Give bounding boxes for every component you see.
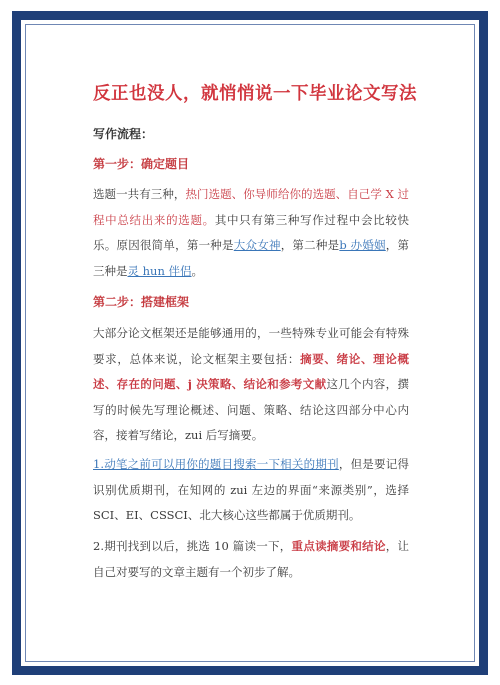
- page-title: 反正也没人，就悄悄说一下毕业论文写法: [93, 84, 417, 104]
- link-soulmate[interactable]: 灵 hun 伴侣: [127, 263, 192, 278]
- item2-highlight: 重点读摘要和结论: [291, 539, 386, 553]
- step1-highlight: 热门选题、你导师给你的选题、自己学 X 过程中总结出来的选题。: [93, 187, 410, 227]
- item2-text-a: 2.期刊找到以后，挑选 10 篇读一下，: [93, 539, 292, 553]
- step2-paragraph: [93, 321, 409, 449]
- step2-text-c: 这几个内容，撰写的时候先写理论概述、问题、策略、结论这四部分中心内容，接着写绪论，zui 后写摘要。: [93, 377, 409, 442]
- step1-text-e: ，第三种是: [93, 238, 410, 278]
- step1-text-d: ，第二种是: [280, 238, 340, 252]
- section-label: 写作流程：: [93, 127, 154, 141]
- link-search-journals[interactable]: 1.动笔之前可以用你的题目搜索一下相关的期刊: [93, 457, 339, 471]
- item1-paragraph: [93, 452, 409, 529]
- item2-text-c: ，让自己对要写的文章主题有一个初步了解。: [93, 539, 410, 579]
- item2-paragraph: [93, 534, 409, 585]
- item1-text: ，但是要记得识别优质期刊，在知网的 zui 左边的界面“来源类别”，选择 SCI、EI、CSSCI、北大核心这些都属于优质期刊。: [93, 457, 409, 522]
- step2-text-a: 大部分论文框架还是能够通用的，一些特殊专业可能会有特殊要求，总体来说，论文框架主要包括：: [93, 326, 409, 366]
- step2-heading: 第二步：搭建框架: [93, 295, 190, 309]
- step2-highlight: 摘要、绪论、理论概述、存在的问题、j 决策略、结论和参考文献: [93, 351, 410, 391]
- step1-text-c: 其中只有第三种写作过程中会比较快乐。原因很简单，第一种是: [93, 212, 410, 252]
- step1-text-a: 选题一共有三种，: [93, 187, 186, 201]
- step1-paragraph: [93, 182, 409, 284]
- step1-text-f: 。: [191, 263, 204, 278]
- link-popular-goddess[interactable]: 大众女神: [233, 238, 281, 252]
- link-arranged-marriage[interactable]: b 办婚姻: [339, 238, 386, 252]
- step1-heading: 第一步：确定题目: [93, 157, 190, 171]
